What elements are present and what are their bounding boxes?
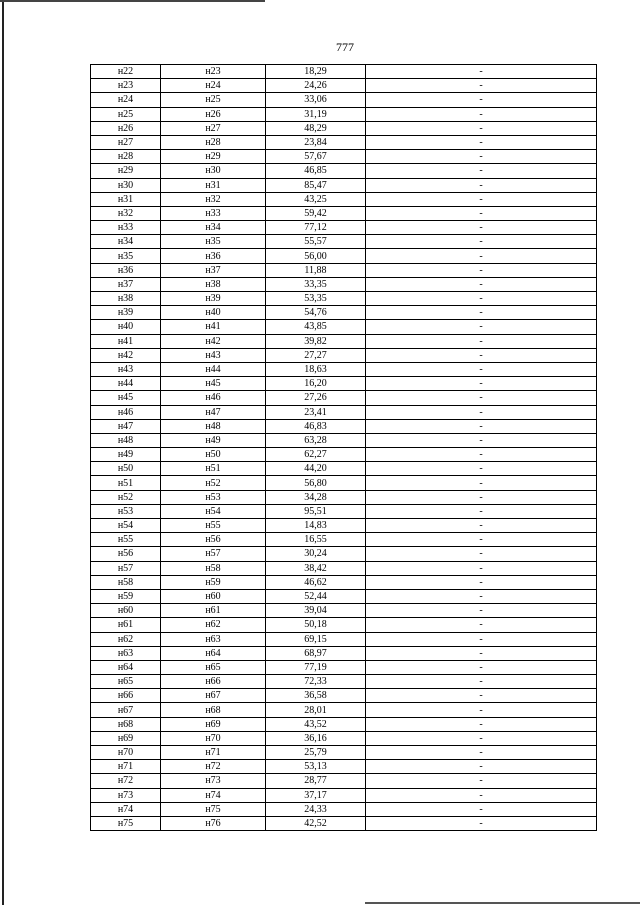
- table-row: [91, 646, 597, 660]
- point-from-cell: н39: [91, 306, 161, 320]
- note-cell: -: [366, 419, 597, 433]
- point-to-cell: н76: [161, 816, 266, 830]
- point-from-cell: н26: [91, 121, 161, 135]
- table-row: [91, 547, 597, 561]
- point-to-cell: н25: [161, 93, 266, 107]
- note-cell: -: [366, 320, 597, 334]
- scan-edge-bottom: [365, 902, 640, 904]
- distance-cell: 28,77: [266, 774, 366, 788]
- point-from-cell: н57: [91, 561, 161, 575]
- point-to-cell: н38: [161, 277, 266, 291]
- note-cell: -: [366, 65, 597, 79]
- note-cell: -: [366, 660, 597, 674]
- table-row: [91, 419, 597, 433]
- note-cell: -: [366, 150, 597, 164]
- point-from-cell: н53: [91, 504, 161, 518]
- distance-cell: 56,80: [266, 476, 366, 490]
- note-cell: -: [366, 235, 597, 249]
- distance-cell: 27,26: [266, 391, 366, 405]
- note-cell: -: [366, 632, 597, 646]
- distance-cell: 62,27: [266, 448, 366, 462]
- point-to-cell: н31: [161, 178, 266, 192]
- distance-cell: 28,01: [266, 703, 366, 717]
- note-cell: -: [366, 263, 597, 277]
- table-row: [91, 377, 597, 391]
- table-row: [91, 448, 597, 462]
- note-cell: -: [366, 178, 597, 192]
- point-from-cell: н28: [91, 150, 161, 164]
- note-cell: -: [366, 221, 597, 235]
- table-row: [91, 150, 597, 164]
- note-cell: -: [366, 703, 597, 717]
- table-row: [91, 519, 597, 533]
- note-cell: -: [366, 689, 597, 703]
- note-cell: -: [366, 504, 597, 518]
- distance-cell: 48,29: [266, 121, 366, 135]
- point-from-cell: н30: [91, 178, 161, 192]
- distance-cell: 24,26: [266, 79, 366, 93]
- point-from-cell: н52: [91, 490, 161, 504]
- point-from-cell: н45: [91, 391, 161, 405]
- table-row: [91, 490, 597, 504]
- point-from-cell: н33: [91, 221, 161, 235]
- point-from-cell: н38: [91, 292, 161, 306]
- page-number: 777: [336, 40, 354, 54]
- point-from-cell: н75: [91, 816, 161, 830]
- point-from-cell: н63: [91, 646, 161, 660]
- point-to-cell: н64: [161, 646, 266, 660]
- point-to-cell: н37: [161, 263, 266, 277]
- point-from-cell: н37: [91, 277, 161, 291]
- distance-cell: 37,17: [266, 788, 366, 802]
- table-row: [91, 65, 597, 79]
- distance-cell: 59,42: [266, 206, 366, 220]
- table-row: [91, 788, 597, 802]
- note-cell: -: [366, 746, 597, 760]
- table-row: [91, 249, 597, 263]
- note-cell: -: [366, 589, 597, 603]
- point-to-cell: н33: [161, 206, 266, 220]
- point-from-cell: н22: [91, 65, 161, 79]
- table-row: [91, 79, 597, 93]
- table-row: [91, 306, 597, 320]
- table-row: [91, 292, 597, 306]
- distance-cell: 23,84: [266, 135, 366, 149]
- point-to-cell: н32: [161, 192, 266, 206]
- distance-cell: 55,57: [266, 235, 366, 249]
- point-from-cell: н56: [91, 547, 161, 561]
- note-cell: -: [366, 476, 597, 490]
- table-row: [91, 660, 597, 674]
- note-cell: -: [366, 462, 597, 476]
- distance-cell: 36,16: [266, 731, 366, 745]
- point-from-cell: н35: [91, 249, 161, 263]
- point-to-cell: н35: [161, 235, 266, 249]
- point-to-cell: н41: [161, 320, 266, 334]
- point-to-cell: н28: [161, 135, 266, 149]
- note-cell: -: [366, 107, 597, 121]
- point-from-cell: н60: [91, 604, 161, 618]
- point-from-cell: н36: [91, 263, 161, 277]
- point-to-cell: н67: [161, 689, 266, 703]
- note-cell: -: [366, 93, 597, 107]
- distance-cell: 43,85: [266, 320, 366, 334]
- point-to-cell: н39: [161, 292, 266, 306]
- point-to-cell: н45: [161, 377, 266, 391]
- note-cell: -: [366, 334, 597, 348]
- distance-cell: 34,28: [266, 490, 366, 504]
- table-row: [91, 802, 597, 816]
- point-to-cell: н62: [161, 618, 266, 632]
- distance-cell: 77,12: [266, 221, 366, 235]
- distance-cell: 63,28: [266, 433, 366, 447]
- distance-cell: 95,51: [266, 504, 366, 518]
- table-row: [91, 632, 597, 646]
- point-to-cell: н46: [161, 391, 266, 405]
- table-row: [91, 221, 597, 235]
- point-from-cell: н55: [91, 533, 161, 547]
- distance-cell: 18,29: [266, 65, 366, 79]
- table-row: [91, 405, 597, 419]
- table-row: [91, 235, 597, 249]
- point-to-cell: н27: [161, 121, 266, 135]
- point-to-cell: н65: [161, 660, 266, 674]
- point-to-cell: н42: [161, 334, 266, 348]
- point-from-cell: н74: [91, 802, 161, 816]
- note-cell: -: [366, 760, 597, 774]
- table-row: [91, 476, 597, 490]
- distance-cell: 14,83: [266, 519, 366, 533]
- distance-cell: 46,62: [266, 575, 366, 589]
- point-to-cell: н68: [161, 703, 266, 717]
- coordinates-table: [90, 64, 597, 831]
- note-cell: -: [366, 249, 597, 263]
- point-to-cell: н48: [161, 419, 266, 433]
- point-from-cell: н59: [91, 589, 161, 603]
- note-cell: -: [366, 362, 597, 376]
- point-to-cell: н34: [161, 221, 266, 235]
- note-cell: -: [366, 135, 597, 149]
- table-row: [91, 121, 597, 135]
- note-cell: -: [366, 306, 597, 320]
- table-row: [91, 348, 597, 362]
- distance-cell: 56,00: [266, 249, 366, 263]
- point-to-cell: н56: [161, 533, 266, 547]
- note-cell: -: [366, 391, 597, 405]
- table-row: [91, 561, 597, 575]
- note-cell: -: [366, 348, 597, 362]
- distance-cell: 27,27: [266, 348, 366, 362]
- point-to-cell: н30: [161, 164, 266, 178]
- point-from-cell: н44: [91, 377, 161, 391]
- table-row: [91, 164, 597, 178]
- point-to-cell: н43: [161, 348, 266, 362]
- distance-cell: 25,79: [266, 746, 366, 760]
- scan-edge-top: [0, 0, 265, 2]
- distance-cell: 52,44: [266, 589, 366, 603]
- distance-cell: 68,97: [266, 646, 366, 660]
- table-row: [91, 107, 597, 121]
- distance-cell: 31,19: [266, 107, 366, 121]
- point-to-cell: н36: [161, 249, 266, 263]
- note-cell: -: [366, 561, 597, 575]
- table-row: [91, 746, 597, 760]
- point-from-cell: н68: [91, 717, 161, 731]
- distance-cell: 24,33: [266, 802, 366, 816]
- table-row: [91, 433, 597, 447]
- distance-cell: 33,06: [266, 93, 366, 107]
- point-from-cell: н27: [91, 135, 161, 149]
- point-from-cell: н48: [91, 433, 161, 447]
- note-cell: -: [366, 377, 597, 391]
- point-to-cell: н61: [161, 604, 266, 618]
- point-from-cell: н61: [91, 618, 161, 632]
- point-to-cell: н51: [161, 462, 266, 476]
- point-from-cell: н64: [91, 660, 161, 674]
- point-to-cell: н26: [161, 107, 266, 121]
- note-cell: -: [366, 448, 597, 462]
- distance-cell: 53,13: [266, 760, 366, 774]
- point-to-cell: н74: [161, 788, 266, 802]
- point-to-cell: н23: [161, 65, 266, 79]
- table-row: [91, 731, 597, 745]
- distance-cell: 77,19: [266, 660, 366, 674]
- point-from-cell: н24: [91, 93, 161, 107]
- point-to-cell: н55: [161, 519, 266, 533]
- point-from-cell: н23: [91, 79, 161, 93]
- note-cell: -: [366, 206, 597, 220]
- point-from-cell: н67: [91, 703, 161, 717]
- point-to-cell: н60: [161, 589, 266, 603]
- distance-cell: 39,82: [266, 334, 366, 348]
- point-from-cell: н72: [91, 774, 161, 788]
- table-row: [91, 575, 597, 589]
- note-cell: -: [366, 675, 597, 689]
- point-to-cell: н63: [161, 632, 266, 646]
- point-from-cell: н31: [91, 192, 161, 206]
- note-cell: -: [366, 717, 597, 731]
- point-from-cell: н73: [91, 788, 161, 802]
- table-row: [91, 504, 597, 518]
- distance-cell: 11,88: [266, 263, 366, 277]
- point-from-cell: н29: [91, 164, 161, 178]
- point-from-cell: н43: [91, 362, 161, 376]
- table-row: [91, 703, 597, 717]
- distance-cell: 36,58: [266, 689, 366, 703]
- distance-cell: 38,42: [266, 561, 366, 575]
- distance-cell: 43,25: [266, 192, 366, 206]
- point-from-cell: н49: [91, 448, 161, 462]
- distance-cell: 72,33: [266, 675, 366, 689]
- table-row: [91, 816, 597, 830]
- distance-cell: 53,35: [266, 292, 366, 306]
- table-row: [91, 192, 597, 206]
- note-cell: -: [366, 490, 597, 504]
- table-row: [91, 774, 597, 788]
- note-cell: -: [366, 277, 597, 291]
- table-row: [91, 206, 597, 220]
- distance-cell: 33,35: [266, 277, 366, 291]
- note-cell: -: [366, 547, 597, 561]
- point-from-cell: н71: [91, 760, 161, 774]
- table-row: [91, 462, 597, 476]
- note-cell: -: [366, 731, 597, 745]
- note-cell: -: [366, 774, 597, 788]
- point-to-cell: н24: [161, 79, 266, 93]
- table-row: [91, 533, 597, 547]
- point-to-cell: н29: [161, 150, 266, 164]
- point-to-cell: н44: [161, 362, 266, 376]
- table-row: [91, 320, 597, 334]
- distance-cell: 39,04: [266, 604, 366, 618]
- point-to-cell: н73: [161, 774, 266, 788]
- note-cell: -: [366, 618, 597, 632]
- note-cell: -: [366, 121, 597, 135]
- table-row: [91, 277, 597, 291]
- point-to-cell: н53: [161, 490, 266, 504]
- distance-cell: 85,47: [266, 178, 366, 192]
- note-cell: -: [366, 519, 597, 533]
- table-row: [91, 618, 597, 632]
- point-to-cell: н54: [161, 504, 266, 518]
- table-row: [91, 589, 597, 603]
- table-row: [91, 334, 597, 348]
- distance-cell: 44,20: [266, 462, 366, 476]
- distance-cell: 57,67: [266, 150, 366, 164]
- note-cell: -: [366, 192, 597, 206]
- point-to-cell: н59: [161, 575, 266, 589]
- note-cell: -: [366, 646, 597, 660]
- note-cell: -: [366, 604, 597, 618]
- point-from-cell: н54: [91, 519, 161, 533]
- point-to-cell: н50: [161, 448, 266, 462]
- point-to-cell: н72: [161, 760, 266, 774]
- table-row: [91, 362, 597, 376]
- point-to-cell: н47: [161, 405, 266, 419]
- note-cell: -: [366, 433, 597, 447]
- point-from-cell: н40: [91, 320, 161, 334]
- table-row: [91, 263, 597, 277]
- point-to-cell: н40: [161, 306, 266, 320]
- point-from-cell: н65: [91, 675, 161, 689]
- table-body: [91, 65, 597, 831]
- point-to-cell: н49: [161, 433, 266, 447]
- distance-cell: 46,85: [266, 164, 366, 178]
- distance-cell: 16,20: [266, 377, 366, 391]
- point-from-cell: н25: [91, 107, 161, 121]
- distance-cell: 23,41: [266, 405, 366, 419]
- table-row: [91, 689, 597, 703]
- point-from-cell: н34: [91, 235, 161, 249]
- distance-cell: 16,55: [266, 533, 366, 547]
- table-row: [91, 760, 597, 774]
- point-from-cell: н46: [91, 405, 161, 419]
- point-to-cell: н58: [161, 561, 266, 575]
- point-to-cell: н71: [161, 746, 266, 760]
- point-to-cell: н66: [161, 675, 266, 689]
- point-to-cell: н69: [161, 717, 266, 731]
- point-from-cell: н51: [91, 476, 161, 490]
- point-to-cell: н52: [161, 476, 266, 490]
- distance-cell: 43,52: [266, 717, 366, 731]
- point-from-cell: н41: [91, 334, 161, 348]
- table-row: [91, 93, 597, 107]
- point-from-cell: н66: [91, 689, 161, 703]
- point-from-cell: н32: [91, 206, 161, 220]
- point-from-cell: н62: [91, 632, 161, 646]
- note-cell: -: [366, 292, 597, 306]
- point-to-cell: н70: [161, 731, 266, 745]
- distance-cell: 69,15: [266, 632, 366, 646]
- note-cell: -: [366, 575, 597, 589]
- note-cell: -: [366, 533, 597, 547]
- distance-cell: 46,83: [266, 419, 366, 433]
- point-to-cell: н57: [161, 547, 266, 561]
- point-from-cell: н58: [91, 575, 161, 589]
- note-cell: -: [366, 79, 597, 93]
- scan-edge-left: [2, 0, 4, 905]
- table-row: [91, 675, 597, 689]
- note-cell: -: [366, 405, 597, 419]
- note-cell: -: [366, 164, 597, 178]
- point-from-cell: н42: [91, 348, 161, 362]
- point-to-cell: н75: [161, 802, 266, 816]
- distance-cell: 50,18: [266, 618, 366, 632]
- point-from-cell: н47: [91, 419, 161, 433]
- table-row: [91, 391, 597, 405]
- table-row: [91, 135, 597, 149]
- note-cell: -: [366, 802, 597, 816]
- point-from-cell: н70: [91, 746, 161, 760]
- table-row: [91, 717, 597, 731]
- note-cell: -: [366, 788, 597, 802]
- point-from-cell: н69: [91, 731, 161, 745]
- distance-cell: 54,76: [266, 306, 366, 320]
- distance-cell: 42,52: [266, 816, 366, 830]
- table-row: [91, 178, 597, 192]
- point-from-cell: н50: [91, 462, 161, 476]
- note-cell: -: [366, 816, 597, 830]
- distance-cell: 18,63: [266, 362, 366, 376]
- table-row: [91, 604, 597, 618]
- distance-cell: 30,24: [266, 547, 366, 561]
